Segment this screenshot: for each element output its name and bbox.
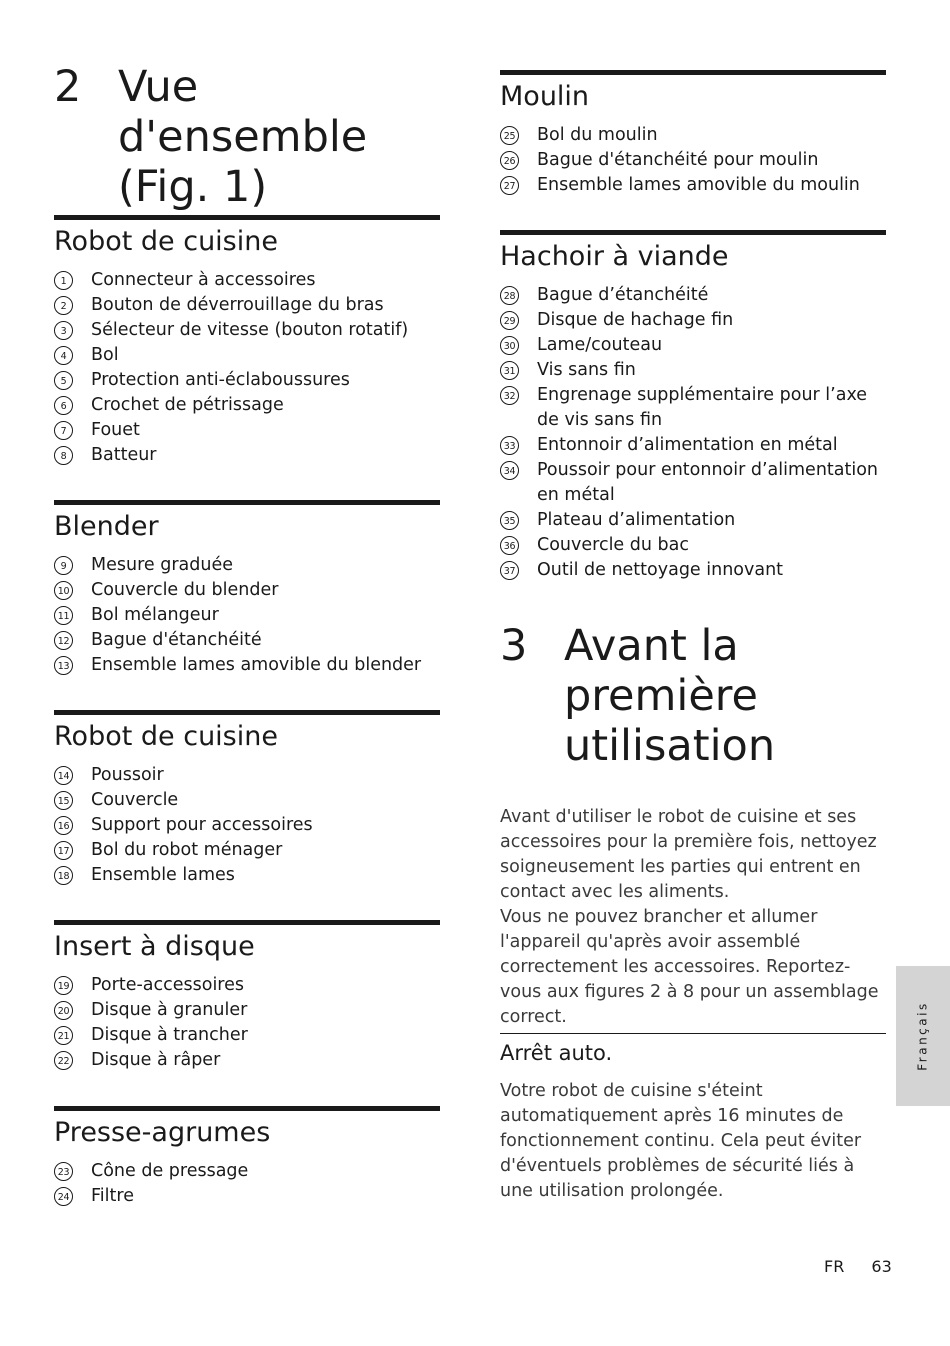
item-label: Support pour accessoires <box>91 815 313 835</box>
item-label: Bouton de déverrouillage du bras <box>91 295 384 315</box>
item-number-badge: 24 <box>54 1187 73 1206</box>
chapter-2-number: 2 <box>54 62 82 112</box>
item-label: Engrenage supplémentaire pour l’axe de vis sans fin <box>537 385 868 430</box>
section-blender <box>54 500 440 678</box>
list-item <box>54 393 440 418</box>
item-label: Batteur <box>91 445 157 465</box>
language-side-tab <box>896 966 950 1106</box>
item-label: Bol <box>91 345 119 365</box>
section-title: Insert à disque <box>54 931 255 962</box>
item-label: Disque à granuler <box>91 1000 248 1020</box>
item-label: Bol du robot ménager <box>91 840 283 860</box>
section-title: Moulin <box>500 81 590 112</box>
item-number-badge: 9 <box>54 556 73 575</box>
chapter-3-number: 3 <box>500 621 528 671</box>
section-title: Robot de cuisine <box>54 226 278 257</box>
item-number-badge: 23 <box>54 1162 73 1181</box>
chapter-2-title: Vue d'ensemble (Fig. 1) <box>118 62 368 212</box>
item-label: Disque à trancher <box>91 1025 248 1045</box>
intro-paragraph-2: Vous ne pouvez brancher et allumer l'appareil qu'après avoir assemblé correctement les accessoires. Reportez-vous aux figures 2 à 8 pour un assemblage correct. <box>500 907 879 1027</box>
item-number-badge: 33 <box>500 436 519 455</box>
item-number-badge: 13 <box>54 656 73 675</box>
item-label: Connecteur à accessoires <box>91 270 316 290</box>
section-title: Robot de cuisine <box>54 721 278 752</box>
item-number-badge: 5 <box>54 371 73 390</box>
item-label: Poussoir pour entonnoir d’alimentation en métal <box>537 460 879 505</box>
list-item <box>54 628 440 653</box>
section-rule <box>500 70 886 75</box>
item-number-badge: 11 <box>54 606 73 625</box>
item-label: Sélecteur de vitesse (bouton rotatif) <box>91 320 409 340</box>
item-label: Cône de pressage <box>91 1161 249 1181</box>
item-number-badge: 15 <box>54 791 73 810</box>
list-item <box>54 293 440 318</box>
item-number-badge: 25 <box>500 126 519 145</box>
list-item <box>500 358 886 383</box>
item-number-badge: 27 <box>500 176 519 195</box>
item-label: Plateau d’alimentation <box>537 510 736 530</box>
item-number-badge: 6 <box>54 396 73 415</box>
list-item <box>54 318 440 343</box>
list-item <box>54 973 440 998</box>
list-item <box>500 383 886 433</box>
item-label: Fouet <box>91 420 140 440</box>
list-item <box>54 603 440 628</box>
list-item <box>54 1159 440 1184</box>
item-number-badge: 32 <box>500 386 519 405</box>
item-number-badge: 18 <box>54 866 73 885</box>
item-number-badge: 3 <box>54 321 73 340</box>
list-item <box>54 1184 440 1209</box>
list-item <box>500 148 886 173</box>
page-footer <box>824 1257 892 1276</box>
list-item <box>54 368 440 393</box>
section-rule <box>54 500 440 505</box>
item-number-badge: 22 <box>54 1051 73 1070</box>
item-number-badge: 26 <box>500 151 519 170</box>
section-rule <box>54 1106 440 1111</box>
item-label: Ensemble lames amovible du blender <box>91 655 422 675</box>
list-item <box>54 418 440 443</box>
list-item <box>54 553 440 578</box>
item-number-badge: 1 <box>54 271 73 290</box>
item-label: Couvercle du bac <box>537 535 689 555</box>
item-number-badge: 21 <box>54 1026 73 1045</box>
item-number-badge: 14 <box>54 766 73 785</box>
parts-list <box>500 283 886 583</box>
item-label: Mesure graduée <box>91 555 233 575</box>
list-item <box>54 443 440 468</box>
item-label: Bague d'étanchéité <box>91 630 262 650</box>
item-number-badge: 19 <box>54 976 73 995</box>
item-label: Filtre <box>91 1186 134 1206</box>
list-item <box>500 533 886 558</box>
section-robot-de-cuisine-2 <box>54 710 440 888</box>
list-item <box>500 333 886 358</box>
parts-list <box>54 763 440 888</box>
section-robot-de-cuisine-1 <box>54 215 440 468</box>
item-label: Porte-accessoires <box>91 975 245 995</box>
parts-list <box>54 973 440 1073</box>
section-title: Blender <box>54 511 159 542</box>
item-label: Bol mélangeur <box>91 605 219 625</box>
list-item <box>54 578 440 603</box>
list-item <box>500 433 886 458</box>
item-label: Couvercle <box>91 790 179 810</box>
parts-list <box>500 123 886 198</box>
item-label: Protection anti-éclaboussures <box>91 370 350 390</box>
subsection-rule <box>500 1033 886 1034</box>
item-label: Bague d’étanchéité <box>537 285 709 305</box>
list-item <box>500 558 886 583</box>
item-number-badge: 20 <box>54 1001 73 1020</box>
intro-paragraph-1: Avant d'utiliser le robot de cuisine et ses accessoires pour la première fois, nettoyez soigneusement les parties qui entrent en contact avec les aliments. <box>500 807 877 902</box>
item-label: Vis sans fin <box>537 360 636 380</box>
item-label: Disque de hachage fin <box>537 310 734 330</box>
item-number-badge: 12 <box>54 631 73 650</box>
list-item <box>54 653 440 678</box>
section-rule <box>54 215 440 220</box>
item-label: Crochet de pétrissage <box>91 395 284 415</box>
list-item <box>54 788 440 813</box>
list-item <box>54 268 440 293</box>
page-number: 63 <box>871 1257 892 1276</box>
item-number-badge: 17 <box>54 841 73 860</box>
section-moulin <box>500 70 886 198</box>
item-label: Poussoir <box>91 765 164 785</box>
list-item <box>54 813 440 838</box>
section-presse-agrumes <box>54 1106 440 1209</box>
list-item <box>54 343 440 368</box>
list-item <box>54 863 440 888</box>
item-label: Disque à râper <box>91 1050 221 1070</box>
item-label: Entonnoir d’alimentation en métal <box>537 435 838 455</box>
item-label: Couvercle du blender <box>91 580 279 600</box>
list-item <box>500 308 886 333</box>
item-number-badge: 31 <box>500 361 519 380</box>
item-number-badge: 35 <box>500 511 519 530</box>
list-item <box>500 173 886 198</box>
list-item <box>54 998 440 1023</box>
list-item <box>54 1023 440 1048</box>
chapter-2-heading <box>54 62 440 212</box>
item-label: Bague d'étanchéité pour moulin <box>537 150 819 170</box>
parts-list <box>54 1159 440 1209</box>
item-number-badge: 10 <box>54 581 73 600</box>
list-item <box>500 123 886 148</box>
footer-language-code: FR <box>824 1257 845 1276</box>
item-number-badge: 16 <box>54 816 73 835</box>
item-number-badge: 28 <box>500 286 519 305</box>
parts-list <box>54 553 440 678</box>
item-number-badge: 34 <box>500 461 519 480</box>
section-title: Hachoir à viande <box>500 241 729 272</box>
item-number-badge: 29 <box>500 311 519 330</box>
list-item <box>54 1048 440 1073</box>
item-label: Lame/couteau <box>537 335 663 355</box>
subsection-text: Votre robot de cuisine s'éteint automatiquement après 16 minutes de fonctionnement continu. Cela peut éviter d'éventuels problèmes de sécurité liés à une utilisation prolongée. <box>500 1081 862 1201</box>
item-number-badge: 2 <box>54 296 73 315</box>
item-label: Ensemble lames <box>91 865 235 885</box>
item-number-badge: 36 <box>500 536 519 555</box>
item-label: Ensemble lames amovible du moulin <box>537 175 860 195</box>
section-title: Presse-agrumes <box>54 1117 271 1148</box>
chapter-3-heading <box>500 621 775 771</box>
list-item <box>54 763 440 788</box>
item-label: Bol du moulin <box>537 125 658 145</box>
subsection-title: Arrêt auto. <box>500 1041 613 1065</box>
list-item <box>500 458 886 508</box>
list-item <box>500 508 886 533</box>
language-side-tab-label: Français <box>916 1001 930 1071</box>
section-insert-a-disque <box>54 920 440 1073</box>
section-hachoir-a-viande <box>500 230 886 583</box>
item-number-badge: 8 <box>54 446 73 465</box>
item-number-badge: 7 <box>54 421 73 440</box>
item-number-badge: 37 <box>500 561 519 580</box>
section-rule <box>500 230 886 235</box>
list-item <box>500 283 886 308</box>
item-label: Outil de nettoyage innovant <box>537 560 784 580</box>
section-rule <box>54 710 440 715</box>
list-item <box>54 838 440 863</box>
item-number-badge: 30 <box>500 336 519 355</box>
chapter-3-body <box>500 805 886 1030</box>
chapter-3-title: Avant la première utilisation <box>564 621 776 771</box>
item-number-badge: 4 <box>54 346 73 365</box>
parts-list <box>54 268 440 468</box>
section-rule <box>54 920 440 925</box>
